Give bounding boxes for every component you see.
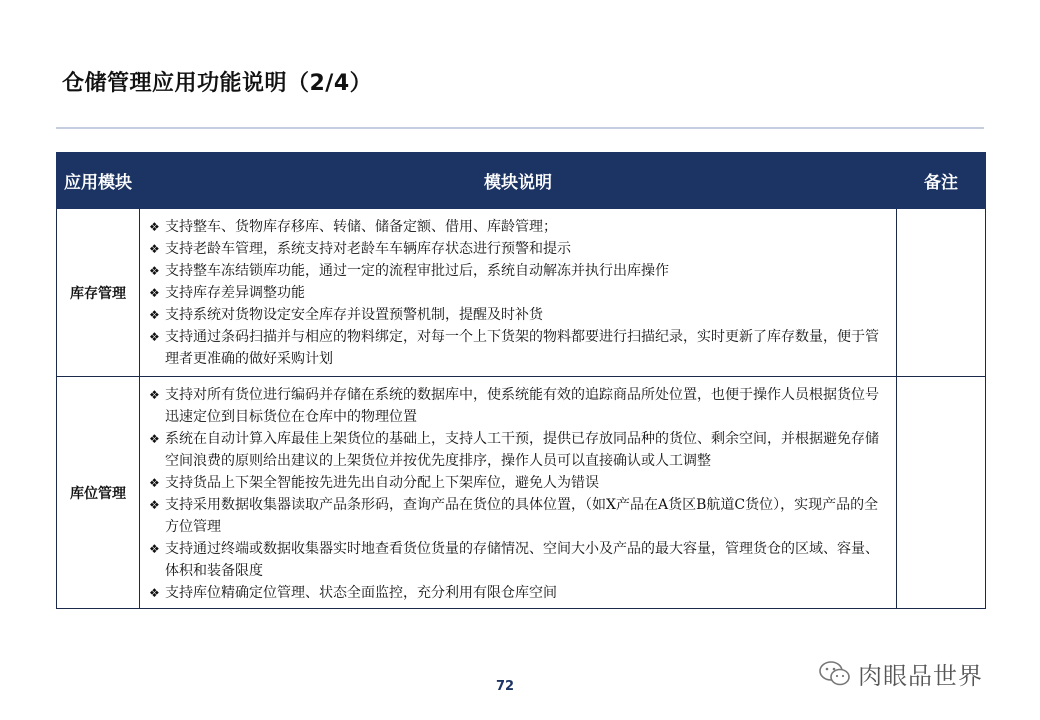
diamond-bullet-icon: ❖ [149,388,160,402]
note-cell [897,209,986,377]
module-description [140,209,897,377]
diamond-bullet-icon: ❖ [149,542,160,556]
list-item: ❖ 支持老龄车管理，系统支持对老龄车车辆库存状态进行预警和提示 [149,238,888,260]
list-item: ❖ 支持对所有货位进行编码并存储在系统的数据库中，使系统能有效的追踪商品所处位置，也便于操作人员根据货位号迅速定位到目标货位在仓库中的物理位置 [149,384,888,428]
diamond-bullet-icon: ❖ [149,264,160,278]
list-item: ❖ 支持库位精确定位管理、状态全面监控，充分利用有限仓库空间 [149,582,888,604]
watermark-text: 肉眼品世界 [858,662,983,690]
table-header-row [57,153,986,209]
title-divider [56,127,984,129]
header-module: 应用模块 [57,153,140,209]
module-name: 库存管理 [57,209,140,377]
list-item: ❖ 支持通过终端或数据收集器实时地查看货位货量的存储情况、空间大小及产品的最大容量，管理货仓的区域、容量、体积和装备限度 [149,538,888,582]
diamond-bullet-icon: ❖ [149,330,160,344]
diamond-bullet-icon: ❖ [149,308,160,322]
diamond-bullet-icon: ❖ [149,586,160,600]
note-cell [897,377,986,609]
module-name: 库位管理 [57,377,140,609]
list-item: ❖ 系统在自动计算入库最佳上架货位的基础上，支持人工干预，提供已存放同品种的货位、剩余空间，并根据避免存储空间浪费的原则给出建议的上架货位并按优先度排序，操作人员可以直接确认或人工调整 [149,428,888,472]
diamond-bullet-icon: ❖ [149,242,160,256]
list-item: ❖ 支持库存差异调整功能 [149,282,888,304]
module-description [140,377,897,609]
header-note: 备注 [897,153,986,209]
diamond-bullet-icon: ❖ [149,498,160,512]
list-item: ❖ 支持通过条码扫描并与相应的物料绑定，对每一个上下货架的物料都要进行扫描纪录，实时更新了库存数量，便于管理者更准确的做好采购计划 [149,326,888,370]
diamond-bullet-icon: ❖ [149,286,160,300]
list-item: ❖ 支持货品上下架全智能按先进先出自动分配上下架库位，避免人为错误 [149,472,888,494]
wechat-icon [818,659,852,689]
page-title: 仓储管理应用功能说明（2/4） [62,71,373,96]
list-item: ❖ 支持整车冻结锁库功能，通过一定的流程审批过后，系统自动解冻并执行出库操作 [149,260,888,282]
list-item: ❖ 支持系统对货物设定安全库存并设置预警机制，提醒及时补货 [149,304,888,326]
diamond-bullet-icon: ❖ [149,432,160,446]
diamond-bullet-icon: ❖ [149,220,160,234]
page-number: 72 [496,679,515,694]
watermark [818,656,983,691]
list-item: ❖ 支持采用数据收集器读取产品条形码，查询产品在货位的具体位置，（如X产品在A货区B航道C货位），实现产品的全方位管理 [149,494,888,538]
list-item: ❖ 支持整车、货物库存移库、转储、储备定额、借用、库龄管理； [149,216,888,238]
diamond-bullet-icon: ❖ [149,476,160,490]
header-description: 模块说明 [140,153,897,209]
function-table [56,152,986,609]
table-row [57,209,986,377]
table-row [57,377,986,609]
